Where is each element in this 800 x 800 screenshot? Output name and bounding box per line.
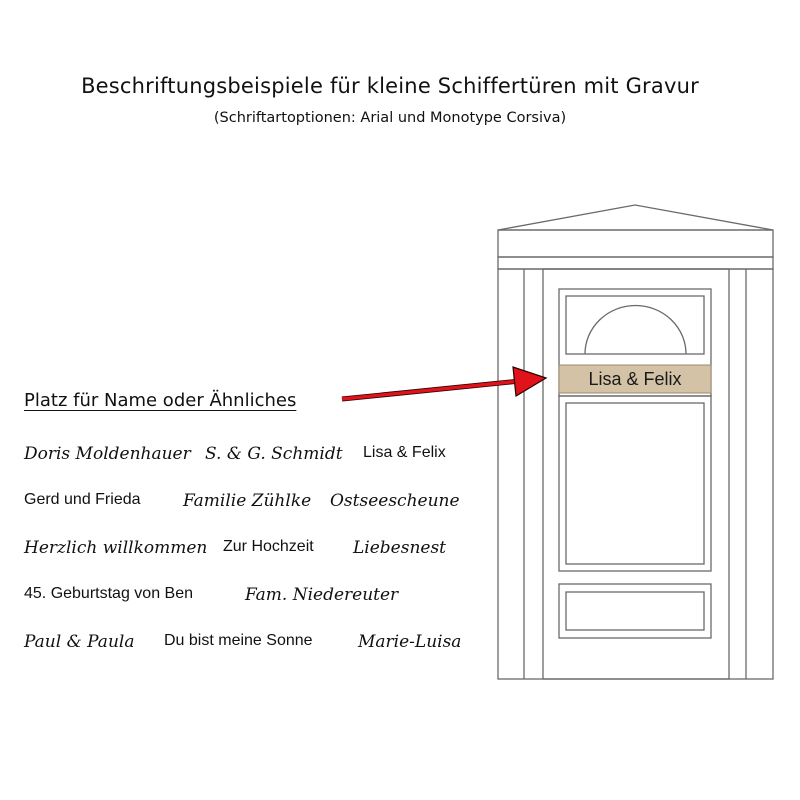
example-item: Lisa & Felix [363,444,446,461]
fanlight-arch [585,306,686,354]
door-cornice [498,230,773,257]
page-title: Beschriftungsbeispiele für kleine Schiffertüren mit Gravur [81,74,699,98]
example-item: Marie-Luisa [358,632,462,652]
example-item: Fam. Niedereuter [245,585,399,605]
example-item: Doris Moldenhauer [24,444,191,464]
example-item: Familie Zühlke [183,491,312,511]
name-plate-text: Lisa & Felix [588,369,682,389]
example-item: S. & G. Schmidt [205,444,343,464]
example-item: Du bist meine Sonne [164,632,313,649]
example-item: Zur Hochzeit [223,538,314,555]
door-leaf [543,269,729,679]
example-item: Liebesnest [353,538,447,558]
name-space-label: Platz für Name oder Ähnliches [24,390,297,411]
example-item: 45. Geburtstag von Ben [24,585,193,602]
middle-panel-outer [559,396,711,571]
bottom-panel-inner [566,592,704,630]
middle-panel-inner [566,403,704,564]
pointer-arrow [342,367,546,399]
example-item: Paul & Paula [24,632,135,652]
page-subtitle: (Schriftartoptionen: Arial und Monotype Corsiva) [213,110,567,126]
door-pediment [498,205,773,230]
door-cornice-lower [498,257,773,269]
example-item: Gerd und Frieda [24,491,141,508]
top-panel-inner [566,296,704,354]
door-outer-frame [498,269,773,679]
example-item: Ostseescheune [330,491,460,511]
example-item: Herzlich willkommen [24,538,208,558]
